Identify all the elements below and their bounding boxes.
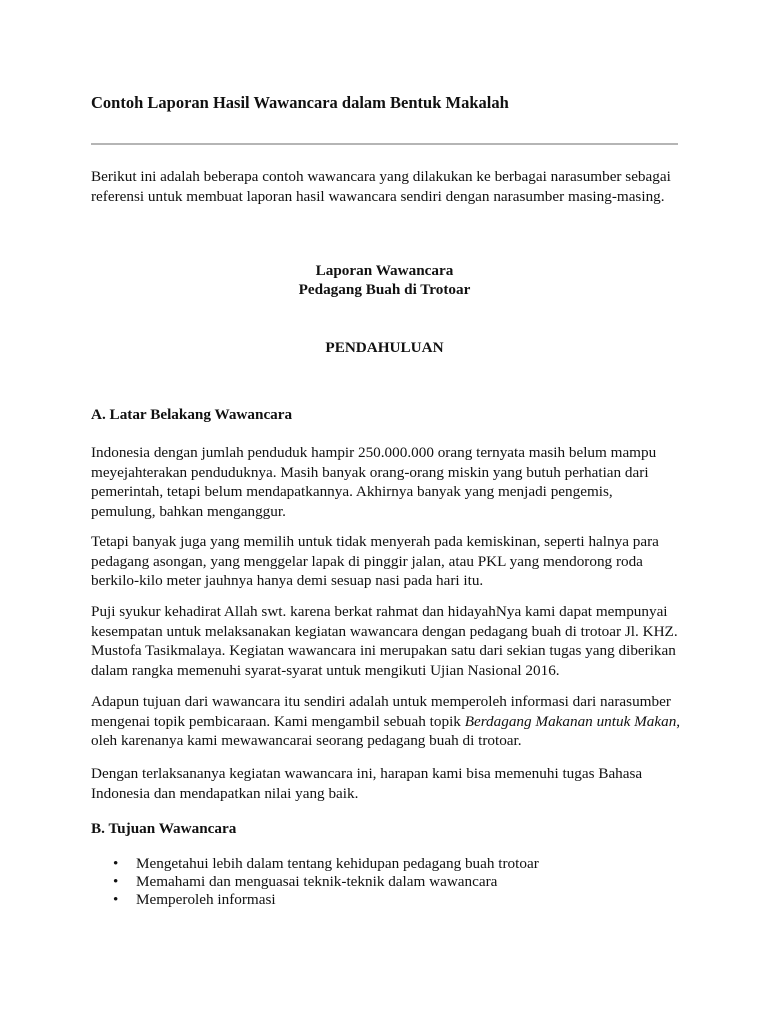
- bullet-icon: •: [113, 873, 119, 890]
- list-item: [91, 873, 539, 891]
- list-item-text: Memahami dan menguasai teknik-teknik dalam wawancara: [136, 873, 498, 890]
- list-item: [91, 855, 539, 873]
- p4-text-start: Adapun tujuan dari wawancara itu sendiri adalah untuk memperoleh informasi dari narasumber mengenai topik pembicaraan. Kami mengambil sebuah topik: [91, 693, 671, 730]
- list-item-text: Memperoleh informasi: [136, 891, 276, 908]
- section-a-paragraph-3: Puji syukur kehadirat Allah swt. karena berkat rahmat dan hidayahNya kami dapat mempunyai kesempatan untuk melaksanakan kegiatan wawancara dengan pedagang buah di trotoar Jl. KHZ. Mustofa Tasikmalaya. Kegiatan wawancara ini merupakan satu dari sekian tugas yang diberikan dalam rangka memenuhi syarat-syarat untuk mengikuti Ujian Nasional 2016.: [91, 603, 678, 679]
- section-heading-pendahuluan: PENDAHULUAN: [325, 339, 444, 356]
- list-item-text: Mengetahui lebih dalam tentang kehidupan pedagang buah trotoar: [136, 855, 539, 872]
- list-item: [91, 891, 539, 909]
- section-a-paragraph-1: Indonesia dengan jumlah penduduk hampir 250.000.000 orang ternyata masih belum mampu meyejahterakan penduduknya. Masih banyak orang-orang miskin yang butuh perhatian dari pemerintah, tetapi belum mendapatkannya. Akhirnya banyak yang menjadi pengemis, pemulung, bahkan menganggur.: [91, 444, 657, 520]
- bullet-icon: •: [113, 891, 119, 908]
- p4-text-end: , oleh karenanya kami mewawancarai seorang pedagang buah di trotoar.: [91, 712, 681, 750]
- document-title: Contoh Laporan Hasil Wawancara dalam Bentuk Makalah: [91, 93, 509, 112]
- section-a-paragraph-5: Dengan terlaksananya kegiatan wawancara ini, harapan kami bisa memenuhi tugas Bahasa Indonesia dan mendapatkan nilai yang baik.: [91, 765, 643, 802]
- report-title-line-2: Pedagang Buah di Trotoar: [298, 281, 471, 298]
- bullet-icon: •: [113, 855, 119, 872]
- intro-paragraph: Berikut ini adalah beberapa contoh wawancara yang dilakukan ke berbagai narasumber sebagai referensi untuk membuat laporan hasil wawancara sendiri dengan narasumber masing-masing.: [91, 168, 671, 205]
- section-b-heading: B. Tujuan Wawancara: [91, 820, 237, 837]
- section-b-bullet-list: [91, 855, 539, 909]
- section-a-paragraph-2: Tetapi banyak juga yang memilih untuk tidak menyerah pada kemiskinan, seperti halnya para pedagang asongan, yang menggelar lapak di pinggir jalan, atau PKL yang mendorong roda berkilo-kilo meter jauhnya hanya demi sesuap nasi pada hari itu.: [91, 533, 659, 590]
- section-a-paragraph-4: [91, 692, 681, 751]
- p4-topic-italic: Berdagang Makanan untuk Makan: [464, 712, 677, 730]
- report-title-line-1: Laporan Wawancara: [315, 262, 454, 279]
- section-a-heading: A. Latar Belakang Wawancara: [91, 406, 293, 423]
- title-divider: [91, 143, 678, 145]
